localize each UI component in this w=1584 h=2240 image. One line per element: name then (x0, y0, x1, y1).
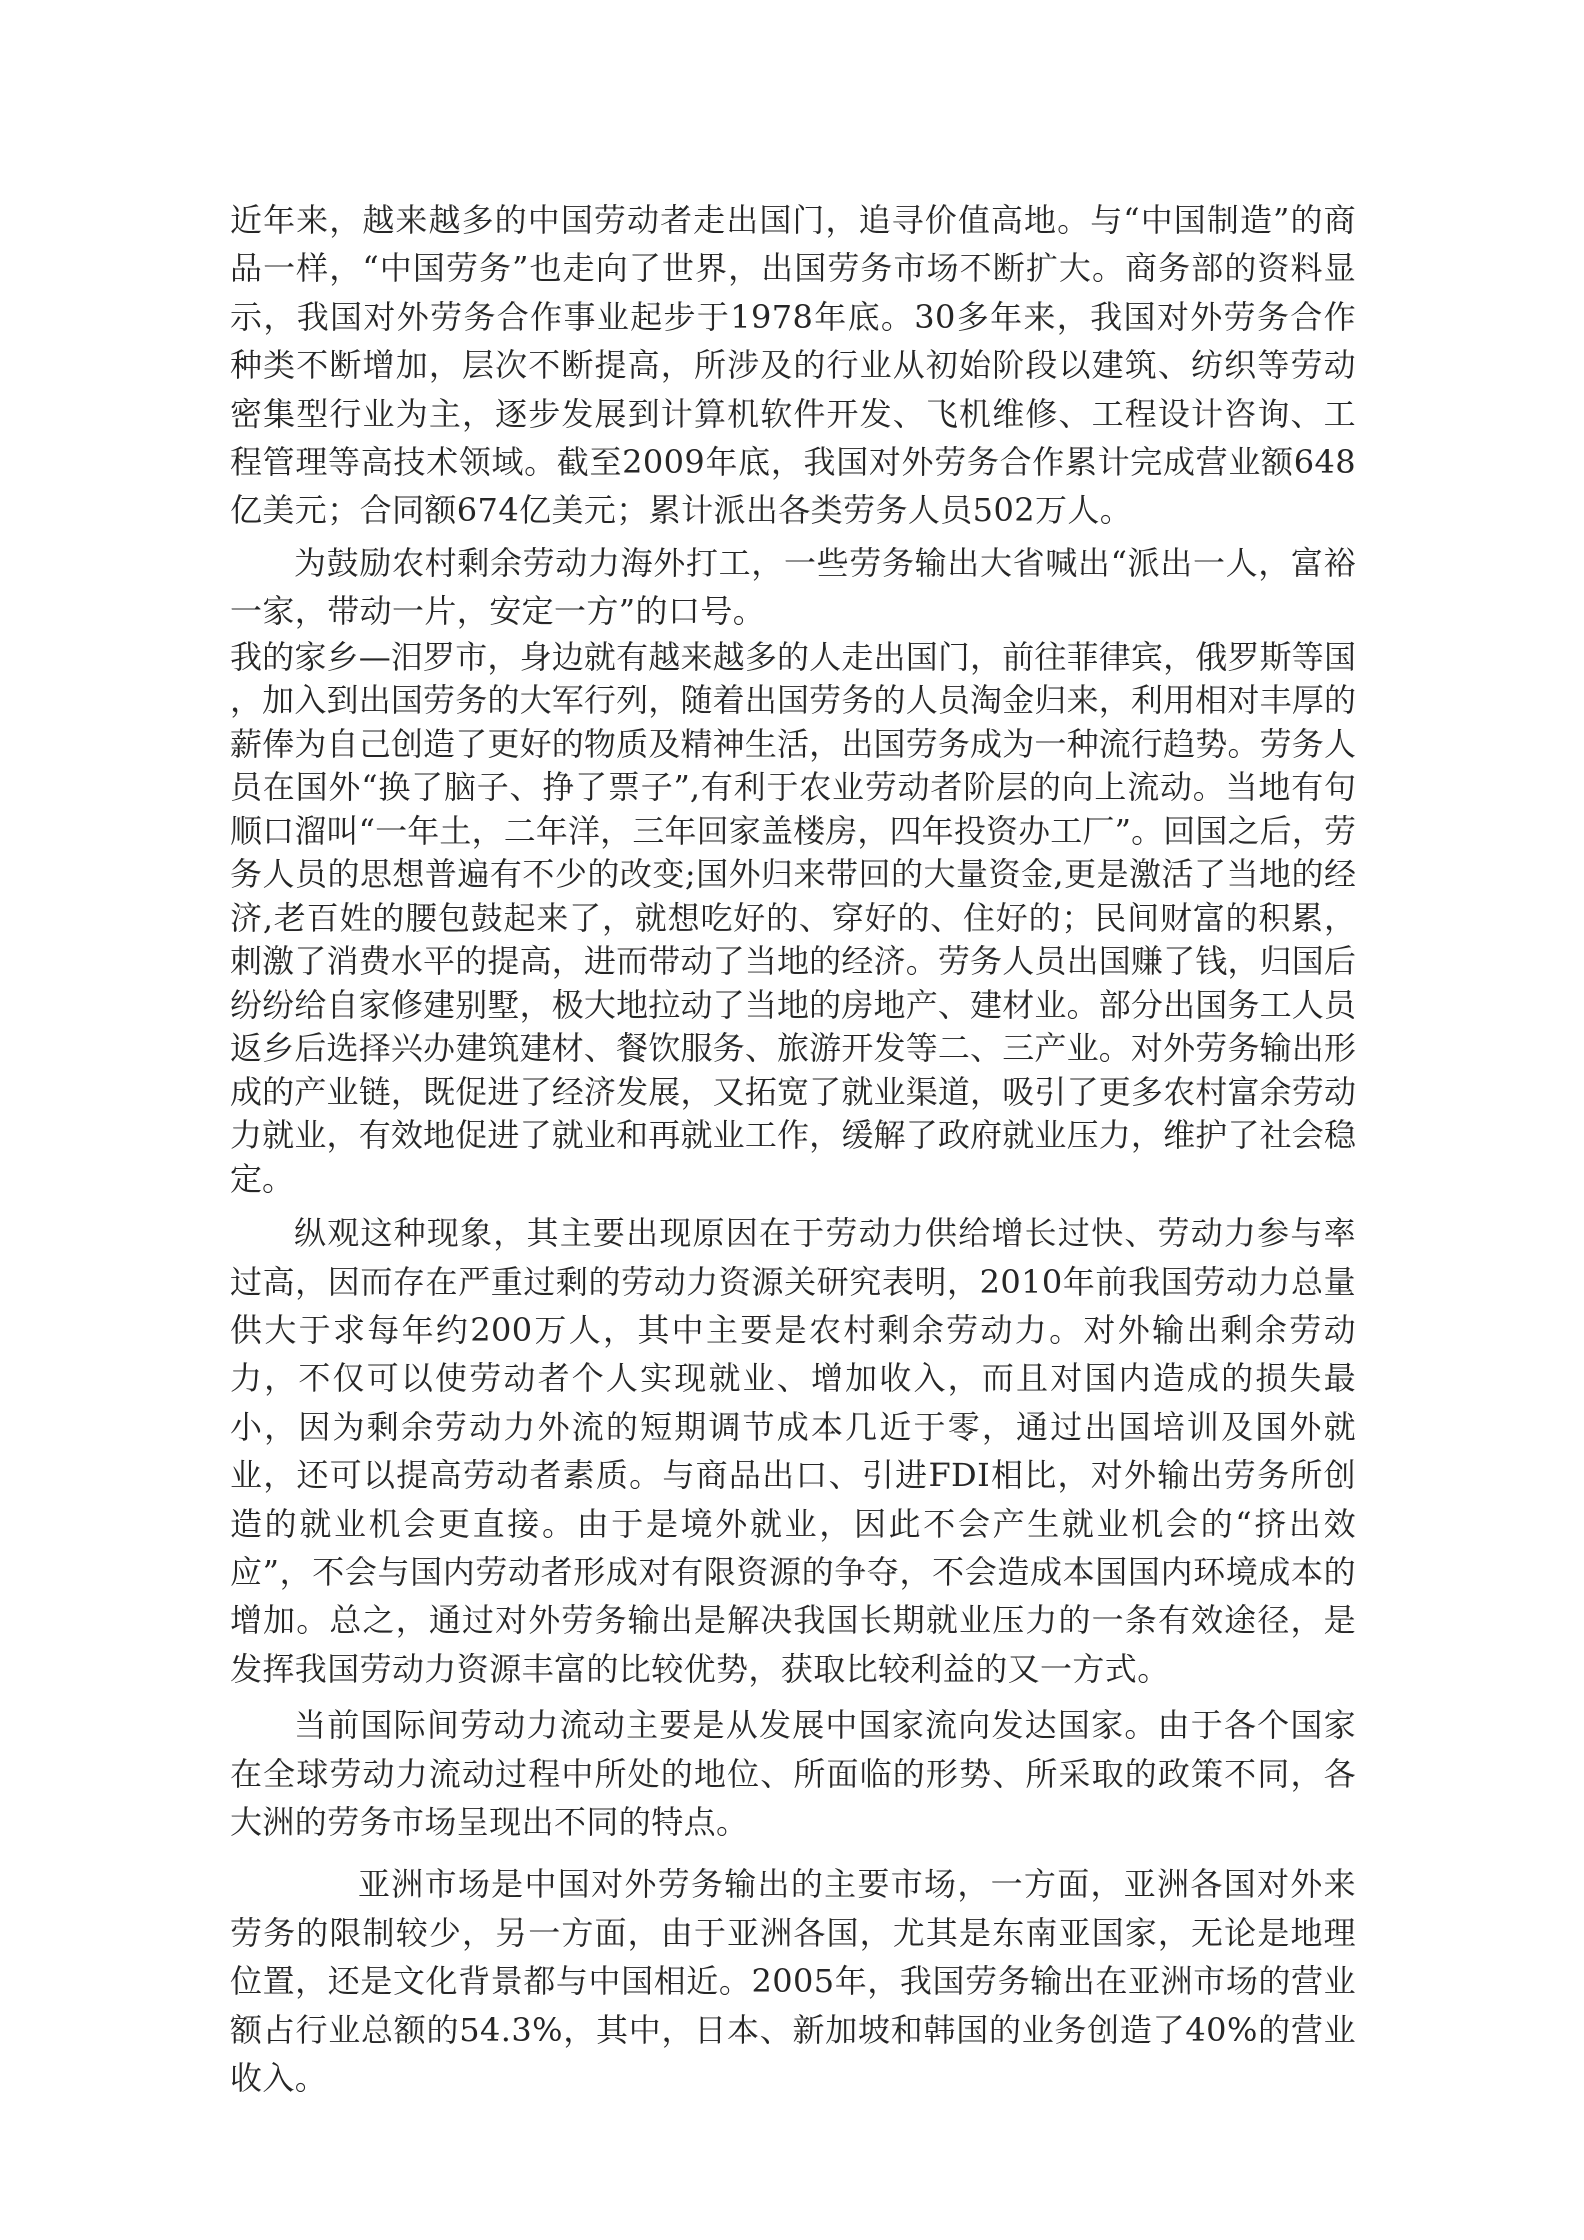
paragraph-hometown-miluo: 我的家乡—汨罗市，身边就有越来越多的人走出国门，前往菲律宾，俄罗斯等国 ，加入到出国劳务的大军行列，随着出国劳务的人员淘金归来，利用相对丰厚的薪俸为自己创造了更好的物质及精神生活，出国劳务成为一种流行趋势。劳务人员在国外“换了脑子、挣了票子”,有利于农业劳动者阶层的向上流动。当地有句顺口溜叫“一年土，二年洋，三年回家盖楼房，四年投资办工厂”。回国之后，劳务人员的思想普遍有不少的改变;国外归来带回的大量资金,更是激活了当地的经济,老百姓的腰包鼓起来了，就想吃好的、穿好的、住好的；民间财富的积累，刺激了消费水平的提高，进而带动了当地的经济。劳务人员出国赚了钱，归国后纷纷给自家修建别墅，极大地拉动了当地的房地产、建材业。部分出国务工人员返乡后选择兴办建筑建材、餐饮服务、旅游开发等二、三产业。对外劳务输出形成的产业链，既促进了经济发展，又拓宽了就业渠道，吸引了更多农村富余劳动力就业，有效地促进了就业和再就业工作，缓解了政府就业压力，维护了社会稳定。 (230, 637, 1356, 1198)
paragraph-international-flow: 当前国际间劳动力流动主要是从发展中国家流向发达国家。由于各个国家在全球劳动力流动过程中所处的地位、所面临的形势、所采取的政策不同，各大洲的劳务市场呈现出不同的特点。 (230, 1706, 1356, 1842)
paragraph-overseas-labor-history: 近年来，越来越多的中国劳动者走出国门，追寻价值高地。与“中国制造”的商品一样，“中国劳务”也走向了世界，出国劳务市场不断扩大。商务部的资料显示，我国对外劳务合作事业起步于1978年底。30多年来，我国对外劳务合作种类不断增加，层次不断提高，所涉及的行业从初始阶段以建筑、纺织等劳动密集型行业为主，逐步发展到计算机软件开发、飞机维修、工程设计咨询、工程管理等高技术领域。截至2009年底，我国对外劳务合作累计完成营业额648亿美元；合同额674亿美元；累计派出各类劳务人员502万人。 (230, 201, 1356, 530)
document-page (230, 196, 1356, 2102)
paragraph-asia-market: 亚洲市场是中国对外劳务输出的主要市场，一方面，亚洲各国对外来劳务的限制较少，另一方面，由于亚洲各国，尤其是东南亚国家，无论是地理位置，还是文化背景都与中国相近。2005年，我国劳务输出在亚洲市场的营业额占行业总额的54.3%，其中，日本、新加坡和韩国的业务创造了40%的营业收入。 (230, 1865, 1356, 2098)
paragraph-causes-analysis: 纵观这种现象，其主要出现原因在于劳动力供给增长过快、劳动力参与率过高，因而存在严重过剩的劳动力资源关研究表明，2010年前我国劳动力总量供大于求每年约200万人，其中主要是农村剩余劳动力。对外输出剩余劳动力，不仅可以使劳动者个人实现就业、增加收入，而且对国内造成的损失最小，因为剩余劳动力外流的短期调节成本几近于零，通过出国培训及国外就业，还可以提高劳动者素质。与商品出口、引进FDI相比，对外输出劳务所创造的就业机会更直接。由于是境外就业，因此不会产生就业机会的“挤出效应”，不会与国内劳动者形成对有限资源的争夺，不会造成本国国内环境成本的增加。总之，通过对外劳务输出是解决我国长期就业压力的一条有效途径，是发挥我国劳动力资源丰富的比较优势，获取比较利益的又一方式。 (230, 1214, 1356, 1688)
paragraph-slogan: 为鼓励农村剩余劳动力海外打工，一些劳务输出大省喊出“派出一人，富裕一家，带动一片，安定一方”的口号。 (230, 543, 1356, 631)
